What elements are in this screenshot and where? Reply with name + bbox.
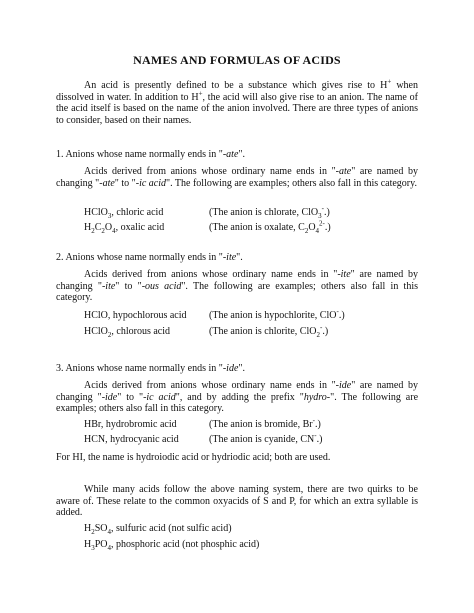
para-italic: -ite [337,269,351,280]
acid-name: , hypochlorous acid [107,310,187,321]
formula: HClO [84,310,108,321]
para-text: ", and by adding the prefix " [175,391,304,403]
formula: SO [94,523,108,534]
heading-suffix: -ate [222,149,239,160]
subscript: 4 [112,227,116,235]
charge: - [314,431,317,440]
anion-end: .) [324,222,331,233]
para-italic: -ous acid [141,280,182,292]
formula: HClO [84,207,108,218]
para-text: ". The following are examples; others also fall in this category. [56,280,418,304]
charge: - [312,416,315,425]
example-chloric-acid [84,207,163,219]
heading-suffix: -ite [222,252,237,263]
acid-name: , phosphoric acid (not phosphic acid) [111,539,260,550]
anion-bromide [209,416,321,431]
subscript: 4 [315,227,320,235]
quirks-paragraph: While many acids follow the above naming system, there are two quirks to be aware of. These relate to the common oxyacids of S and P, for which an extra syllable is added. [56,484,418,519]
para-italic: hydro- [303,391,331,403]
example-hypochlorous-acid [84,310,187,322]
heading-end: ". [238,363,245,374]
example-sulfuric-acid [84,523,232,535]
intro-text-1: An acid is presently defined to be a substance which gives rise to H [84,80,388,91]
subscript: 2 [304,227,309,235]
anion-chlorate [209,204,330,220]
example-hydrobromic-acid [84,419,177,431]
para-text: Acids derived from anions whose ordinary name ends in " [84,380,336,391]
anion-text: (The anion is cyanide, CN [209,434,315,445]
para-text: " to " [114,177,136,189]
anion-text: (The anion is oxalate, C [209,222,305,233]
section2-paragraph [56,269,418,304]
anion-end: .) [316,434,323,445]
example-oxalic-acid [84,222,164,234]
subscript: 3 [107,212,112,220]
example-chlorous-acid [84,326,170,338]
subscript: 4 [107,544,112,552]
heading-suffix: -ide [222,363,239,374]
formula: H [84,539,92,550]
para-italic: -ite [101,280,116,292]
para-text: " are named by changing " [56,269,418,292]
heading-text: 2. Anions whose name normally ends in " [56,252,223,263]
formula: HBr, hydrobromic acid [84,419,177,430]
charge: 2- [319,219,325,228]
section2-heading [56,252,243,264]
charge: - [319,323,323,332]
formula: C [94,222,102,233]
formula: HCN, hydrocyanic acid [84,434,179,445]
subscript: 2 [316,331,320,339]
hi-note: For HI, the name is hydroiodic acid or hydriodic acid; both are used. [56,452,331,463]
anion-text: (The anion is chlorite, ClO [209,326,317,337]
subscript: 3 [318,212,322,220]
para-italic: -ate [335,166,352,177]
anion-text: (The anion is bromide, Br [209,419,313,430]
para-italic: -ate [99,177,115,189]
para-text: " to " [115,280,142,292]
section1-heading [56,149,245,161]
formula: O [104,222,113,233]
section1-paragraph [56,166,418,189]
para-text: Acids derived from anions whose ordinary name ends in " [84,269,338,280]
charge: - [321,204,324,213]
formula: HClO [84,326,108,337]
intro-text-3: , the acid will also give rise to an anion. The name of the acid itself is based on the name of the anion involved. There are three types of anions to consider, based on their names. [56,91,418,126]
acid-name: , chloric acid [111,207,164,218]
section3-paragraph [56,380,418,415]
anion-oxalate [209,219,331,235]
anion-text: (The anion is hypochlorite, ClO [209,310,337,321]
anion-end: .) [322,326,329,337]
anion-chlorite [209,323,329,339]
subscript: 4 [107,528,112,536]
anion-end: .) [323,207,330,218]
acid-name: , sulfuric acid (not sulfic acid) [111,523,232,534]
para-italic: -ide [335,380,352,391]
heading-end: ". [236,252,243,263]
para-italic: -ic acid [143,391,176,403]
para-text: " are named by changing " [56,166,418,189]
acid-name: , chlorous acid [111,326,170,337]
subscript: 2 [107,331,112,339]
example-phosphoric-acid [84,539,259,551]
subscript: 2 [91,227,95,235]
formula: PO [94,539,108,550]
page-title: NAMES AND FORMULAS OF ACIDS [133,53,341,67]
subscript: 3 [91,544,95,552]
anion-cyanide [209,431,323,446]
heading-text: 1. Anions whose name normally ends in " [56,149,223,160]
anion-text: O [308,222,316,233]
anion-text: (The anion is chlorate, ClO [209,207,319,218]
acid-name: , oxalic acid [115,222,165,233]
intro-paragraph [56,77,418,126]
heading-text: 3. Anions whose name normally ends in " [56,363,223,374]
example-hydrocyanic-acid [84,434,179,446]
intro-sup-1: + [387,77,392,86]
anion-hypochlorite [209,307,345,322]
para-text: " to " [117,391,144,403]
para-text: ". The following are examples; others also fall in this category. [166,177,417,189]
intro-sup-2: + [198,89,203,98]
para-text: " are named by changing " [56,380,418,403]
anion-end: .) [314,419,321,430]
heading-end: ". [238,149,245,160]
subscript: 2 [101,227,105,235]
section3-heading [56,363,245,375]
charge: - [336,307,339,316]
subscript: 2 [91,528,95,536]
formula: H [84,523,92,534]
formula: H [84,222,92,233]
para-italic: -ide [101,391,118,403]
para-italic: -ic acid [135,177,167,189]
para-text: ". The following are examples; others also fall in this category. [56,391,419,415]
anion-end: .) [338,310,345,321]
intro-text-2: when dissolved in water. In addition to H [56,80,418,103]
para-text: Acids derived from anions whose ordinary name ends in " [84,166,336,177]
